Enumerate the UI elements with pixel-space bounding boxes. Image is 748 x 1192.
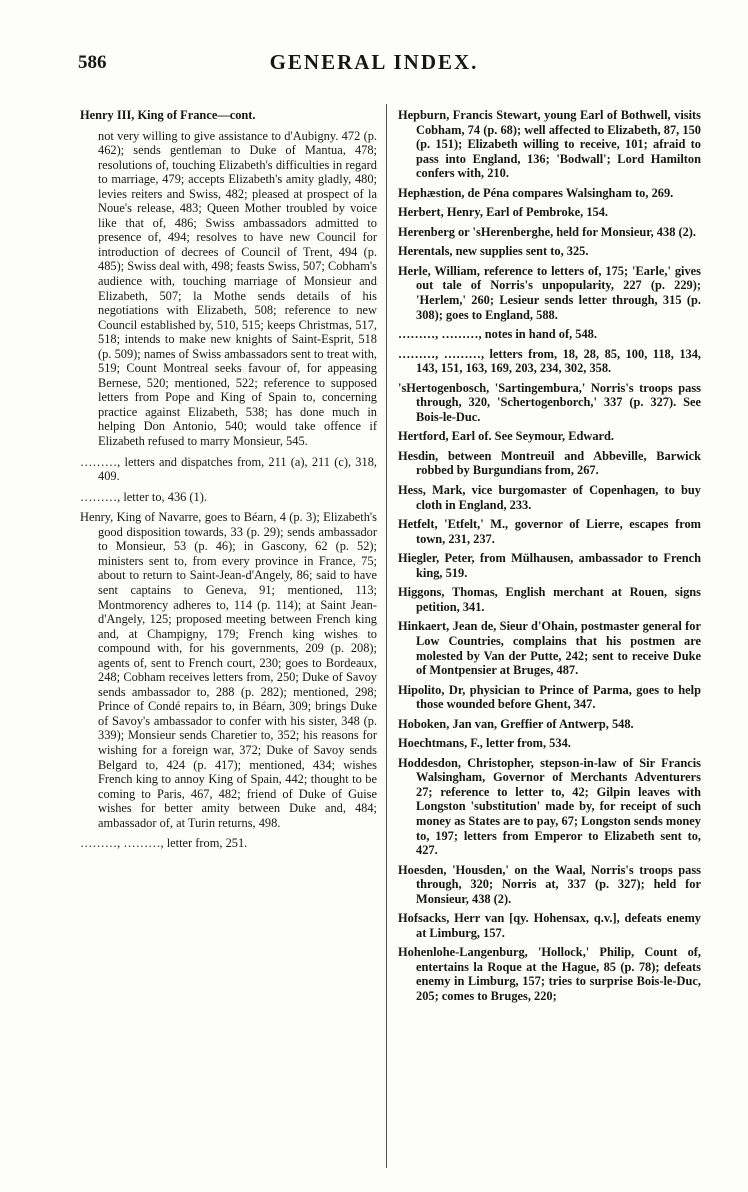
index-entry: [80, 108, 377, 123]
entry-text: Herbert, Henry, Earl of Pembroke, 154.: [398, 205, 609, 220]
entry-heading: Henry III, King of France—cont.: [80, 108, 256, 122]
entry-text: ………, letters and dispatches from, 211 (a), 211 (c), 318, 409.: [80, 454, 377, 484]
index-entry: [398, 205, 701, 220]
entry-text: Hoddesdon, Christopher, stepson-in-law of Sir Francis Walsingham, Governor of Merchants Adventurers 27; reference to letter to, 42; Gilpin leaves with Longston 'substitution' made by, for receipt of such money as States are to pay, 67; Longston sends money to, 197; letters from Emperor to Elizabeth sent to, 427.: [398, 755, 701, 858]
entry-text: Hepburn, Francis Stewart, young Earl of Bothwell, visits Cobham, 74 (p. 68); well affected to Elizabeth, 87, 150 (p. 151); Elizabeth willing to receive, 101; afraid to pass into England, 136; 'Bodwall'; Lord Hamilton confers with, 210.: [398, 108, 701, 181]
index-entry: [80, 490, 377, 505]
entry-text: Hofsacks, Herr van [qy. Hohensax, q.v.], defeats enemy at Limburg, 157.: [398, 911, 701, 940]
entry-text: not very willing to give assistance to d'Aubigny. 472 (p. 462); sends gentleman to Duke of Mantua, 478; resolutions of, touching Elizabeth's difficulties in regard to marriage, 479; accepts Elizabeth's amity gladly, 480; levies reiters and Swiss, 482; pleased at prospect of la Noue's release, 483; Queen Mother troubled by voice like that of, 486; Swiss ambassadors admitted to presence of, 494; resolves to have new Council for introduction of decrees of Council of Trent, 494 (p. 485); Swiss deal with, 498; feasts Swiss, 507; Cobham's audience with, touching marriage of Monsieur and Elizabeth, 507; la Mothe sends details of his negotiations with Elizabeth, 508; reference to new Council established by, 510, 515; keeps Christmas, 517, 518; intends to make new knights of Saint-Esprit, 518 (p. 509); names of Swiss ambassadors sent to treat with, 519; Count Montreal seeks favour of, for appeasing Bernese, 520; mentioned, 522; reference to supposed letters from Pope and King of Spain to, concerning practice against Elizabeth, 538; has done much in helping Don Antonio, 540; would take offence if Elizabeth refused to marry Monsieur, 545.: [98, 128, 377, 449]
left-column: [80, 108, 377, 857]
page-number: 586: [78, 52, 107, 73]
index-entry: [398, 347, 701, 376]
index-entry: [398, 225, 701, 240]
entry-text: ………, ………, notes in hand of, 548.: [398, 327, 597, 342]
entry-text: ………, ………, letter from, 251.: [80, 836, 248, 851]
index-entry: [398, 108, 701, 181]
index-entry: [398, 327, 701, 342]
index-entry: [398, 381, 701, 425]
index-entry: [398, 945, 701, 1003]
index-entry: [398, 736, 701, 751]
entry-text: Herenberg or 'sHerenberghe, held for Monsieur, 438 (2).: [398, 224, 697, 239]
index-entry: [398, 483, 701, 512]
entry-text: ………, ………, letters from, 18, 28, 85, 100, 118, 134, 143, 151, 163, 169, 203, 234, 302, 358.: [398, 346, 701, 376]
entry-text: Hinkaert, Jean de, Sieur d'Ohain, postmaster general for Low Countries, complains that his postmen are molested by Van der Putte, 242; sent to receive Duke of Montpensier at Bruges, 487.: [398, 619, 701, 678]
entry-text: Higgons, Thomas, English merchant at Rouen, signs petition, 341.: [398, 585, 701, 614]
index-entry: [398, 585, 701, 614]
entry-text: Herle, William, reference to letters of, 175; 'Earle,' gives out tale of Norris's unpopularity, 227 (p. 229); 'Herlem,' 260; Lesieur sends letter through, 315 (p. 308); goes to England, 588.: [398, 263, 701, 322]
column-divider: [386, 104, 387, 1168]
index-entry: [398, 551, 701, 580]
index-entry: [80, 455, 377, 484]
entry-text: Hetfelt, 'Etfelt,' M., governor of Lierre, escapes from town, 231, 237.: [398, 517, 701, 546]
entry-text: Henry, King of Navarre, goes to Béarn, 4 (p. 3); Elizabeth's good disposition towards, 33 (p. 29); sends ambassador to Monsieur, 53 (p. 46); in Gascony, 62 (p. 52); ministers sent to, from every province in France, 75; about to return to Saint-Jean-d'Angely, 86; said to have sent captains to Geneva, 91; mentioned, 113; Montmorency adheres to, 114 (p. 114); at Saint Jean-d'Angely, 125; proposed meeting between French king and, at Champigny, 179; French king wishes to compound with, for his governments, 209 (p. 208); agents of, sent to French court, 230; goes to Bordeaux, 248; Cobham receives letters from, 250; Duke of Savoy sends ambassador to, 288 (p. 282); mentioned, 298; Prince of Condé repairs to, in Béarn, 309; brings Duke of Savoy's ambassador to confer with his sister, 348 (p. 339); Monsieur sends Charetier to, 352; his reasons for wishing for a foreign war, 372; Duke of Savoy sends Belgard to, 424 (p. 417); mentioned, 434; wishes French king to annoy King of Spain, 442; thought to be coming to Paris, 467, 482; friend of Duke of Guise wishes for better amity between Duke and, 484; ambassador of, at Turin returns, 498.: [80, 510, 377, 830]
right-column: [398, 108, 701, 1009]
index-entry: [398, 717, 701, 732]
index-entry: [398, 449, 701, 478]
index-entry: [398, 911, 701, 940]
entry-text: Hoesden, 'Housden,' on the Waal, Norris's troops pass through, 320; Norris at, 337 (p. 327); held for Monsieur, 438 (2).: [398, 862, 701, 906]
index-entry: [80, 836, 377, 851]
index-entry: [398, 619, 701, 677]
index-entry: [398, 863, 701, 907]
entry-text: Hess, Mark, vice burgomaster of Copenhagen, to buy cloth in England, 233.: [398, 483, 701, 512]
entry-text: Herentals, new supplies sent to, 325.: [398, 244, 589, 259]
entry-text: ………, letter to, 436 (1).: [80, 489, 207, 504]
entry-text: Hoboken, Jan van, Greffier of Antwerp, 548.: [398, 716, 634, 731]
index-entry: [80, 129, 377, 449]
index-entry: [398, 264, 701, 322]
page-header: [0, 52, 748, 82]
running-head: GENERAL INDEX.: [269, 50, 479, 74]
entry-text: Hipolito, Dr, physician to Prince of Parma, goes to help those wounded before Ghent, 347.: [398, 682, 701, 712]
index-entry: [398, 244, 701, 259]
entry-text: Hoechtmans, F., letter from, 534.: [398, 736, 571, 751]
entry-text: Hiegler, Peter, from Mülhausen, ambassador to French king, 519.: [398, 551, 701, 580]
index-entry: [80, 510, 377, 830]
index-entry: [398, 756, 701, 858]
entry-text: Hephæstion, de Péna compares Walsingham to, 269.: [398, 185, 674, 200]
entry-text: 'sHertogenbosch, 'Sartingembura,' Norris's troops pass through, 320, 'Schertogenborch,' 337 (p. 327). See Bois-le-Duc.: [398, 380, 701, 424]
index-entry: [398, 683, 701, 712]
index-entry: [398, 517, 701, 546]
index-entry: [398, 186, 701, 201]
entry-text: Hesdin, between Montreuil and Abbeville, Barwick robbed by Burgundians from, 267.: [398, 448, 701, 478]
entry-text: Hertford, Earl of. See Seymour, Edward.: [398, 429, 615, 444]
entry-text: Hohenlohe-Langenburg, 'Hollock,' Philip, Count of, entertains la Roque at the Hague, 85 (p. 78); defeats enemy in Limburg, 157; tries to surprise Bois-le-Duc, 205; comes to Bruges, 220;: [398, 945, 701, 1003]
index-entry: [398, 429, 701, 444]
